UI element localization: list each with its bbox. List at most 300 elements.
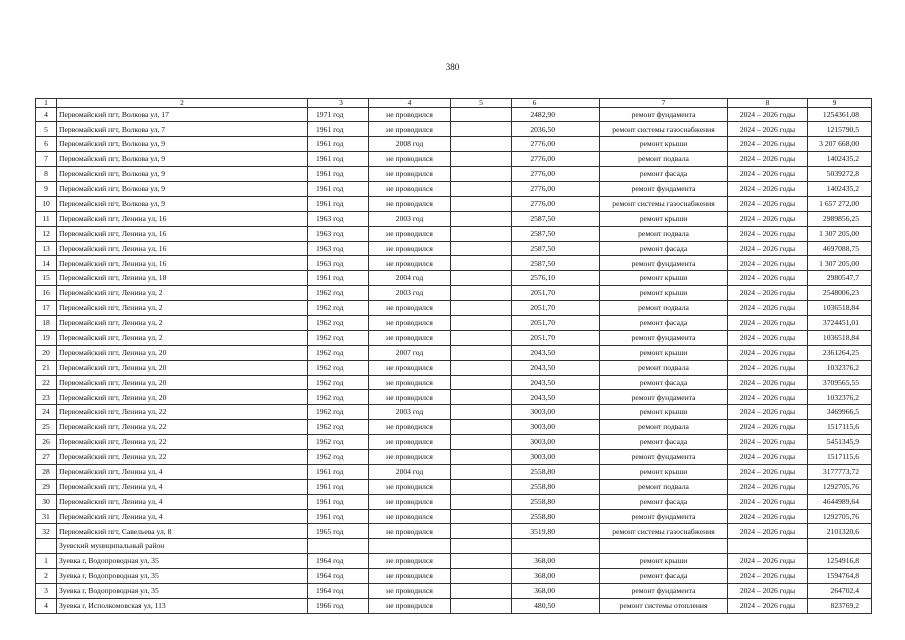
cost-cell: 1036518,84 <box>808 301 872 316</box>
section-empty-cell <box>512 539 600 554</box>
row-number-cell: 13 <box>36 241 57 256</box>
last-repair-cell: не проводился <box>369 375 451 390</box>
period-cell: 2024 – 2026 годы <box>728 390 808 405</box>
cost-cell: 823769,2 <box>808 598 872 613</box>
work-type-cell: ремонт фасада <box>600 569 728 584</box>
work-type-cell: ремонт фасада <box>600 375 728 390</box>
period-cell: 2024 – 2026 годы <box>728 271 808 286</box>
table-row <box>36 330 872 345</box>
empty-cell <box>451 509 512 524</box>
period-cell: 2024 – 2026 годы <box>728 152 808 167</box>
section-row <box>36 539 872 554</box>
address-cell: Первомайский пгт, Волкова ул, 9 <box>57 181 308 196</box>
address-cell: Первомайский пгт, Ленина ул, 16 <box>57 226 308 241</box>
cost-cell: 3709565,55 <box>808 375 872 390</box>
last-repair-cell: 4 <box>369 99 451 108</box>
empty-cell <box>451 584 512 599</box>
commission-year-cell: 1961 год <box>308 137 369 152</box>
address-cell: Первомайский пгт, Ленина ул, 2 <box>57 286 308 301</box>
empty-cell <box>451 122 512 137</box>
empty-cell <box>451 479 512 494</box>
table-body <box>36 99 872 614</box>
area-cell: 2776,00 <box>512 152 600 167</box>
cost-cell: 2101320,6 <box>808 524 872 539</box>
row-number-cell: 30 <box>36 494 57 509</box>
row-number-cell: 9 <box>36 181 57 196</box>
last-repair-cell: не проводился <box>369 435 451 450</box>
table-row <box>36 271 872 286</box>
section-empty-cell <box>451 539 512 554</box>
area-cell: 3003,00 <box>512 420 600 435</box>
cost-cell: 5451345,9 <box>808 435 872 450</box>
table-row <box>36 360 872 375</box>
row-number-cell: 2 <box>36 569 57 584</box>
row-number-cell: 6 <box>36 137 57 152</box>
area-cell: 2587,50 <box>512 241 600 256</box>
work-type-cell: ремонт фундамента <box>600 449 728 464</box>
row-number-cell: 27 <box>36 449 57 464</box>
empty-cell <box>451 211 512 226</box>
work-type-cell: ремонт крыши <box>600 554 728 569</box>
period-cell: 2024 – 2026 годы <box>728 569 808 584</box>
work-type-cell: ремонт крыши <box>600 345 728 360</box>
period-cell: 2024 – 2026 годы <box>728 241 808 256</box>
empty-cell <box>451 330 512 345</box>
area-cell: 2776,00 <box>512 196 600 211</box>
area-cell: 2043,50 <box>512 345 600 360</box>
area-cell: 3003,00 <box>512 435 600 450</box>
cost-cell: 264702,4 <box>808 584 872 599</box>
table-row <box>36 375 872 390</box>
work-type-cell: ремонт крыши <box>600 286 728 301</box>
commission-year-cell: 1961 год <box>308 494 369 509</box>
address-cell: Первомайский пгт, Волкова ул, 9 <box>57 167 308 182</box>
last-repair-cell: не проводился <box>369 360 451 375</box>
commission-year-cell: 1961 год <box>308 464 369 479</box>
row-number-cell: 25 <box>36 420 57 435</box>
table-row <box>36 315 872 330</box>
last-repair-cell: не проводился <box>369 330 451 345</box>
period-cell: 2024 – 2026 годы <box>728 315 808 330</box>
commission-year-cell: 1963 год <box>308 226 369 241</box>
area-cell: 2043,50 <box>512 375 600 390</box>
empty-cell <box>451 494 512 509</box>
cost-cell: 1032376,2 <box>808 360 872 375</box>
row-number-cell: 18 <box>36 315 57 330</box>
period-cell: 2024 – 2026 годы <box>728 137 808 152</box>
cost-cell: 3 207 668,00 <box>808 137 872 152</box>
work-type-cell: ремонт фасада <box>600 435 728 450</box>
commission-year-cell: 1966 год <box>308 598 369 613</box>
section-title: Зуевский муниципальный район <box>57 539 308 554</box>
period-cell: 2024 – 2026 годы <box>728 464 808 479</box>
empty-cell <box>451 241 512 256</box>
period-cell: 2024 – 2026 годы <box>728 301 808 316</box>
address-cell: Первомайский пгт, Ленина ул, 20 <box>57 375 308 390</box>
work-type-cell: ремонт крыши <box>600 464 728 479</box>
area-cell: 2558,80 <box>512 479 600 494</box>
last-repair-cell: не проводился <box>369 301 451 316</box>
work-type-cell: ремонт крыши <box>600 211 728 226</box>
address-cell: Первомайский пгт, Ленина ул, 20 <box>57 390 308 405</box>
work-type-cell: ремонт фундамента <box>600 509 728 524</box>
work-type-cell: ремонт крыши <box>600 405 728 420</box>
section-empty-cell <box>728 539 808 554</box>
row-number-cell: 11 <box>36 211 57 226</box>
work-type-cell: ремонт фундамента <box>600 584 728 599</box>
empty-cell <box>451 524 512 539</box>
empty-cell <box>451 196 512 211</box>
row-number-cell: 23 <box>36 390 57 405</box>
work-type-cell: ремонт системы отопления <box>600 598 728 613</box>
work-type-cell: ремонт крыши <box>600 271 728 286</box>
address-cell: Первомайский пгт, Ленина ул, 22 <box>57 405 308 420</box>
section-empty-cell <box>600 539 728 554</box>
address-cell: Первомайский пгт, Ленина ул, 22 <box>57 435 308 450</box>
table-header-row <box>36 99 872 108</box>
period-cell: 2024 – 2026 годы <box>728 226 808 241</box>
empty-cell <box>451 420 512 435</box>
cost-cell: 1517115,6 <box>808 420 872 435</box>
table-row <box>36 420 872 435</box>
area-cell: 368,00 <box>512 584 600 599</box>
area-cell: 3003,00 <box>512 449 600 464</box>
area-cell: 2051,70 <box>512 286 600 301</box>
commission-year-cell: 3 <box>308 99 369 108</box>
period-cell: 2024 – 2026 годы <box>728 211 808 226</box>
repair-schedule-table <box>35 98 872 614</box>
work-type-cell: ремонт фасада <box>600 167 728 182</box>
table-row <box>36 479 872 494</box>
last-repair-cell: не проводился <box>369 569 451 584</box>
address-cell: Зуевка г, Водопроводная ул, 35 <box>57 584 308 599</box>
section-empty-cell <box>369 539 451 554</box>
empty-cell <box>451 137 512 152</box>
empty-cell <box>451 107 512 122</box>
last-repair-cell: не проводился <box>369 584 451 599</box>
area-cell: 2558,80 <box>512 509 600 524</box>
address-cell: Первомайский пгт, Ленина ул, 20 <box>57 360 308 375</box>
row-number-cell: 21 <box>36 360 57 375</box>
last-repair-cell: не проводился <box>369 524 451 539</box>
cost-cell: 9 <box>808 99 872 108</box>
area-cell: 2558,80 <box>512 464 600 479</box>
address-cell: Первомайский пгт, Ленина ул, 4 <box>57 479 308 494</box>
row-number-cell: 31 <box>36 509 57 524</box>
area-cell: 2776,00 <box>512 137 600 152</box>
table-row <box>36 301 872 316</box>
cost-cell: 1032376,2 <box>808 390 872 405</box>
work-type-cell: ремонт фундамента <box>600 256 728 271</box>
last-repair-cell: 2003 год <box>369 405 451 420</box>
table-row <box>36 464 872 479</box>
commission-year-cell: 1962 год <box>308 286 369 301</box>
row-number-cell: 32 <box>36 524 57 539</box>
cost-cell: 2548006,23 <box>808 286 872 301</box>
empty-cell <box>451 598 512 613</box>
work-type-cell: ремонт фасада <box>600 315 728 330</box>
commission-year-cell: 1964 год <box>308 569 369 584</box>
empty-cell <box>451 152 512 167</box>
cost-cell: 1 307 205,00 <box>808 226 872 241</box>
cost-cell: 1517115,6 <box>808 449 872 464</box>
table-row <box>36 167 872 182</box>
table-row <box>36 181 872 196</box>
commission-year-cell: 1964 год <box>308 584 369 599</box>
empty-cell <box>451 256 512 271</box>
commission-year-cell: 1961 год <box>308 122 369 137</box>
commission-year-cell: 1962 год <box>308 375 369 390</box>
area-cell: 2051,70 <box>512 330 600 345</box>
commission-year-cell: 1962 год <box>308 420 369 435</box>
last-repair-cell: не проводился <box>369 107 451 122</box>
last-repair-cell: не проводился <box>369 226 451 241</box>
last-repair-cell: не проводился <box>369 494 451 509</box>
address-cell: Первомайский пгт, Волкова ул, 7 <box>57 122 308 137</box>
period-cell: 2024 – 2026 годы <box>728 584 808 599</box>
work-type-cell: ремонт подвала <box>600 479 728 494</box>
address-cell: Первомайский пгт, Волкова ул, 17 <box>57 107 308 122</box>
last-repair-cell: 2003 год <box>369 211 451 226</box>
table-row <box>36 345 872 360</box>
table-row <box>36 226 872 241</box>
empty-cell <box>451 390 512 405</box>
last-repair-cell: 2004 год <box>369 271 451 286</box>
period-cell: 2024 – 2026 годы <box>728 345 808 360</box>
last-repair-cell: не проводился <box>369 315 451 330</box>
work-type-cell: ремонт подвала <box>600 152 728 167</box>
last-repair-cell: не проводился <box>369 390 451 405</box>
last-repair-cell: 2003 год <box>369 286 451 301</box>
cost-cell: 1215790,5 <box>808 122 872 137</box>
period-cell: 2024 – 2026 годы <box>728 598 808 613</box>
empty-cell <box>451 405 512 420</box>
address-cell: Первомайский пгт, Ленина ул, 2 <box>57 315 308 330</box>
row-number-cell: 1 <box>36 554 57 569</box>
row-number-cell: 19 <box>36 330 57 345</box>
period-cell: 2024 – 2026 годы <box>728 375 808 390</box>
commission-year-cell: 1963 год <box>308 211 369 226</box>
area-cell: 2043,50 <box>512 360 600 375</box>
work-type-cell: ремонт системы газоснабжения <box>600 122 728 137</box>
area-cell: 2587,50 <box>512 211 600 226</box>
last-repair-cell: не проводился <box>369 167 451 182</box>
work-type-cell: ремонт подвала <box>600 360 728 375</box>
period-cell: 2024 – 2026 годы <box>728 449 808 464</box>
cost-cell: 1594764,8 <box>808 569 872 584</box>
section-empty-cell <box>808 539 872 554</box>
commission-year-cell: 1962 год <box>308 449 369 464</box>
row-number-cell: 22 <box>36 375 57 390</box>
table-row <box>36 405 872 420</box>
last-repair-cell: не проводился <box>369 479 451 494</box>
row-number-cell: 4 <box>36 598 57 613</box>
row-number-cell: 5 <box>36 122 57 137</box>
last-repair-cell: не проводился <box>369 449 451 464</box>
commission-year-cell: 1962 год <box>308 390 369 405</box>
last-repair-cell: не проводился <box>369 598 451 613</box>
table-row <box>36 390 872 405</box>
cost-cell: 5039272,8 <box>808 167 872 182</box>
work-type-cell: ремонт фундамента <box>600 330 728 345</box>
last-repair-cell: не проводился <box>369 152 451 167</box>
cost-cell: 1292705,76 <box>808 479 872 494</box>
section-number-cell <box>36 539 57 554</box>
commission-year-cell: 1962 год <box>308 345 369 360</box>
last-repair-cell: 2008 год <box>369 137 451 152</box>
cost-cell: 1402435,2 <box>808 181 872 196</box>
area-cell: 6 <box>512 99 600 108</box>
commission-year-cell: 1962 год <box>308 315 369 330</box>
cost-cell: 4644989,64 <box>808 494 872 509</box>
cost-cell: 2980547,7 <box>808 271 872 286</box>
area-cell: 2051,70 <box>512 301 600 316</box>
commission-year-cell: 1962 год <box>308 360 369 375</box>
commission-year-cell: 1963 год <box>308 241 369 256</box>
work-type-cell: ремонт подвала <box>600 420 728 435</box>
page-number: 380 <box>445 62 460 72</box>
period-cell: 2024 – 2026 годы <box>728 196 808 211</box>
period-cell: 2024 – 2026 годы <box>728 256 808 271</box>
table-row <box>36 256 872 271</box>
row-number-cell: 14 <box>36 256 57 271</box>
table-row <box>36 554 872 569</box>
period-cell: 2024 – 2026 годы <box>728 420 808 435</box>
commission-year-cell: 1971 год <box>308 107 369 122</box>
cost-cell: 1402435,2 <box>808 152 872 167</box>
empty-cell <box>451 286 512 301</box>
empty-cell <box>451 301 512 316</box>
period-cell: 2024 – 2026 годы <box>728 494 808 509</box>
commission-year-cell: 1962 год <box>308 435 369 450</box>
address-cell: Первомайский пгт, Ленина ул, 2 <box>57 301 308 316</box>
empty-cell <box>451 554 512 569</box>
row-number-cell: 24 <box>36 405 57 420</box>
address-cell: Первомайский пгт, Ленина ул, 20 <box>57 345 308 360</box>
cost-cell: 2989856,25 <box>808 211 872 226</box>
empty-cell <box>451 360 512 375</box>
row-number-cell: 28 <box>36 464 57 479</box>
address-cell: Зуевка г, Водопроводная ул, 35 <box>57 554 308 569</box>
table-row <box>36 435 872 450</box>
section-empty-cell <box>308 539 369 554</box>
area-cell: 2043,50 <box>512 390 600 405</box>
last-repair-cell: 2004 год <box>369 464 451 479</box>
area-cell: 2051,70 <box>512 315 600 330</box>
cost-cell: 4697088,75 <box>808 241 872 256</box>
cost-cell: 3177773,72 <box>808 464 872 479</box>
last-repair-cell: не проводился <box>369 420 451 435</box>
cost-cell: 3469966,5 <box>808 405 872 420</box>
period-cell: 2024 – 2026 годы <box>728 122 808 137</box>
empty-cell <box>451 375 512 390</box>
commission-year-cell: 1961 год <box>308 479 369 494</box>
cost-cell: 1036518,84 <box>808 330 872 345</box>
commission-year-cell: 1961 год <box>308 167 369 182</box>
empty-cell <box>451 226 512 241</box>
period-cell: 2024 – 2026 годы <box>728 107 808 122</box>
work-type-cell: ремонт фундамента <box>600 107 728 122</box>
last-repair-cell: 2007 год <box>369 345 451 360</box>
area-cell: 2482,90 <box>512 107 600 122</box>
empty-cell <box>451 569 512 584</box>
period-cell: 2024 – 2026 годы <box>728 509 808 524</box>
area-cell: 2587,50 <box>512 256 600 271</box>
area-cell: 368,00 <box>512 569 600 584</box>
last-repair-cell: не проводился <box>369 196 451 211</box>
table-row <box>36 241 872 256</box>
commission-year-cell: 1962 год <box>308 301 369 316</box>
commission-year-cell: 1964 год <box>308 554 369 569</box>
address-cell: Первомайский пгт, Ленина ул, 18 <box>57 271 308 286</box>
row-number-cell: 10 <box>36 196 57 211</box>
cost-cell: 1 307 205,00 <box>808 256 872 271</box>
work-type-cell: ремонт фундамента <box>600 181 728 196</box>
row-number-cell: 15 <box>36 271 57 286</box>
work-type-cell: ремонт крыши <box>600 137 728 152</box>
commission-year-cell: 1961 год <box>308 509 369 524</box>
address-cell: Первомайский пгт, Ленина ул, 16 <box>57 211 308 226</box>
table-row <box>36 152 872 167</box>
address-cell: Первомайский пгт, Ленина ул, 16 <box>57 241 308 256</box>
empty-cell <box>451 449 512 464</box>
row-number-cell: 20 <box>36 345 57 360</box>
commission-year-cell: 1961 год <box>308 152 369 167</box>
cost-cell: 1254361,08 <box>808 107 872 122</box>
address-cell: Первомайский пгт, Волкова ул, 9 <box>57 152 308 167</box>
row-number-cell: 29 <box>36 479 57 494</box>
period-cell: 2024 – 2026 годы <box>728 360 808 375</box>
period-cell: 2024 – 2026 годы <box>728 524 808 539</box>
row-number-cell: 7 <box>36 152 57 167</box>
table-row <box>36 494 872 509</box>
address-cell: Первомайский пгт, Волкова ул, 9 <box>57 196 308 211</box>
work-type-cell: ремонт подвала <box>600 301 728 316</box>
work-type-cell: ремонт фундамента <box>600 390 728 405</box>
commission-year-cell: 1962 год <box>308 330 369 345</box>
period-cell: 2024 – 2026 годы <box>728 330 808 345</box>
address-cell: Первомайский пгт, Ленина ул, 16 <box>57 256 308 271</box>
address-cell: Зуевка г, Водопроводная ул, 35 <box>57 569 308 584</box>
empty-cell <box>451 435 512 450</box>
address-cell: Первомайский пгт, Ленина ул, 4 <box>57 509 308 524</box>
area-cell: 368,00 <box>512 554 600 569</box>
area-cell: 3519,80 <box>512 524 600 539</box>
table-row <box>36 286 872 301</box>
table-row <box>36 122 872 137</box>
address-cell: Первомайский пгт, Ленина ул, 22 <box>57 420 308 435</box>
work-type-cell: ремонт фасада <box>600 494 728 509</box>
period-cell: 2024 – 2026 годы <box>728 405 808 420</box>
empty-cell <box>451 167 512 182</box>
area-cell: 2776,00 <box>512 181 600 196</box>
address-cell: Первомайский пгт, Ленина ул, 4 <box>57 464 308 479</box>
table-row <box>36 524 872 539</box>
last-repair-cell: не проводился <box>369 181 451 196</box>
row-number-cell: 1 <box>36 99 57 108</box>
commission-year-cell: 1961 год <box>308 181 369 196</box>
period-cell: 8 <box>728 99 808 108</box>
row-number-cell: 4 <box>36 107 57 122</box>
cost-cell: 3724451,01 <box>808 315 872 330</box>
empty-cell <box>451 464 512 479</box>
work-type-cell: ремонт подвала <box>600 226 728 241</box>
area-cell: 480,50 <box>512 598 600 613</box>
empty-cell: 5 <box>451 99 512 108</box>
last-repair-cell: не проводился <box>369 241 451 256</box>
last-repair-cell: не проводился <box>369 554 451 569</box>
row-number-cell: 8 <box>36 167 57 182</box>
